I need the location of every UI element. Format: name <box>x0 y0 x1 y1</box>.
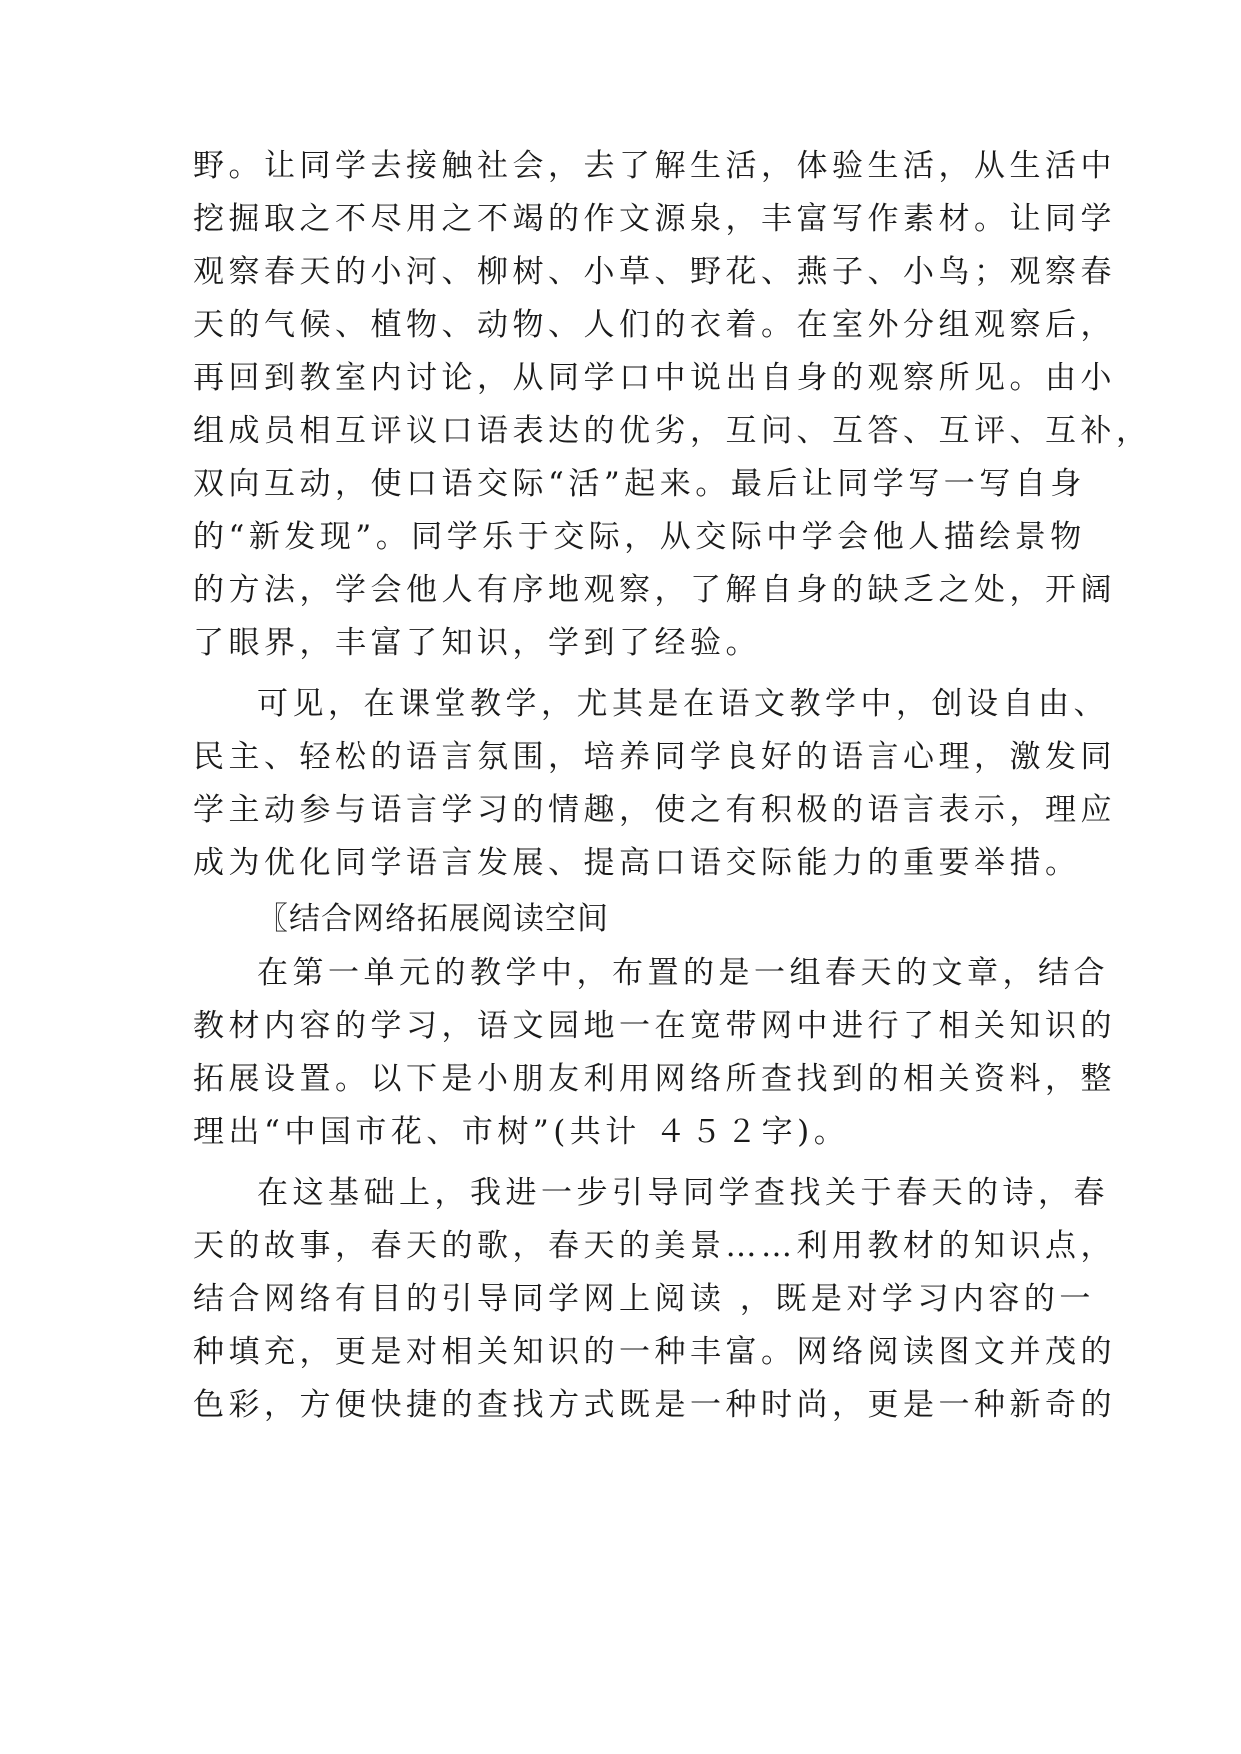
text-line: 野。让同学去接触社会，去了解生活，体验生活，从生活中 <box>193 148 1116 184</box>
text-line: 天的气候、植物、动物、人们的衣着。在室外分组观察后， <box>193 307 1116 343</box>
text-line: 双向互动，使口语交际“活”起来。最后让同学写一写自身 <box>193 466 1086 502</box>
section-heading: 〖结合网络拓展阅读空间 <box>257 901 609 937</box>
text-line: 的“新发现”。同学乐于交际，从交际中学会他人描绘景物 <box>193 519 1086 555</box>
text-line: 学主动参与语言学习的情趣，使之有积极的语言表示，理应 <box>193 792 1116 828</box>
text-line: 民主、轻松的语言氛围，培养同学良好的语言心理，激发同 <box>193 739 1116 775</box>
text-line: 再回到教室内讨论，从同学口中说出自身的观察所见。由小 <box>193 360 1116 396</box>
text-line: 观察春天的小河、柳树、小草、野花、燕子、小鸟；观察春 <box>193 254 1116 290</box>
text-line: 挖掘取之不尽用之不竭的作文源泉，丰富写作素材。让同学 <box>193 201 1116 237</box>
paragraph-first-line: 可见，在课堂教学，尤其是在语文教学中，创设自由、 <box>257 686 1109 722</box>
paragraph-first-line: 在这基础上，我进一步引导同学查找关于春天的诗，春 <box>257 1175 1109 1211</box>
text-line: 组成员相互评议口语表达的优劣，互问、互答、互评、互补， <box>193 413 1152 449</box>
text-line: 的方法，学会他人有序地观察，了解自身的缺乏之处，开阔 <box>193 572 1116 608</box>
text-line: 成为优化同学语言发展、提高口语交际能力的重要举措。 <box>193 845 1081 881</box>
paragraph-first-line: 在第一单元的教学中，布置的是一组春天的文章，结合 <box>257 955 1109 991</box>
text-line: 种填充，更是对相关知识的一种丰富。网络阅读图文并茂的 <box>193 1334 1116 1370</box>
text-line: 了眼界，丰富了知识，学到了经验。 <box>193 625 761 661</box>
text-line: 理出“中国市花、市树”(共计 ４５２字)。 <box>193 1114 850 1150</box>
text-line: 教材内容的学习，语文园地一在宽带网中进行了相关知识的 <box>193 1008 1116 1044</box>
text-line: 拓展设置。以下是小朋友利用网络所查找到的相关资料，整 <box>193 1061 1116 1097</box>
text-line: 结合网络有目的引导同学网上阅读 ，既是对学习内容的一 <box>193 1281 1095 1317</box>
text-line: 天的故事，春天的歌，春天的美景……利用教材的知识点， <box>193 1228 1116 1264</box>
text-line: 色彩，方便快捷的查找方式既是一种时尚，更是一种新奇的 <box>193 1387 1116 1423</box>
